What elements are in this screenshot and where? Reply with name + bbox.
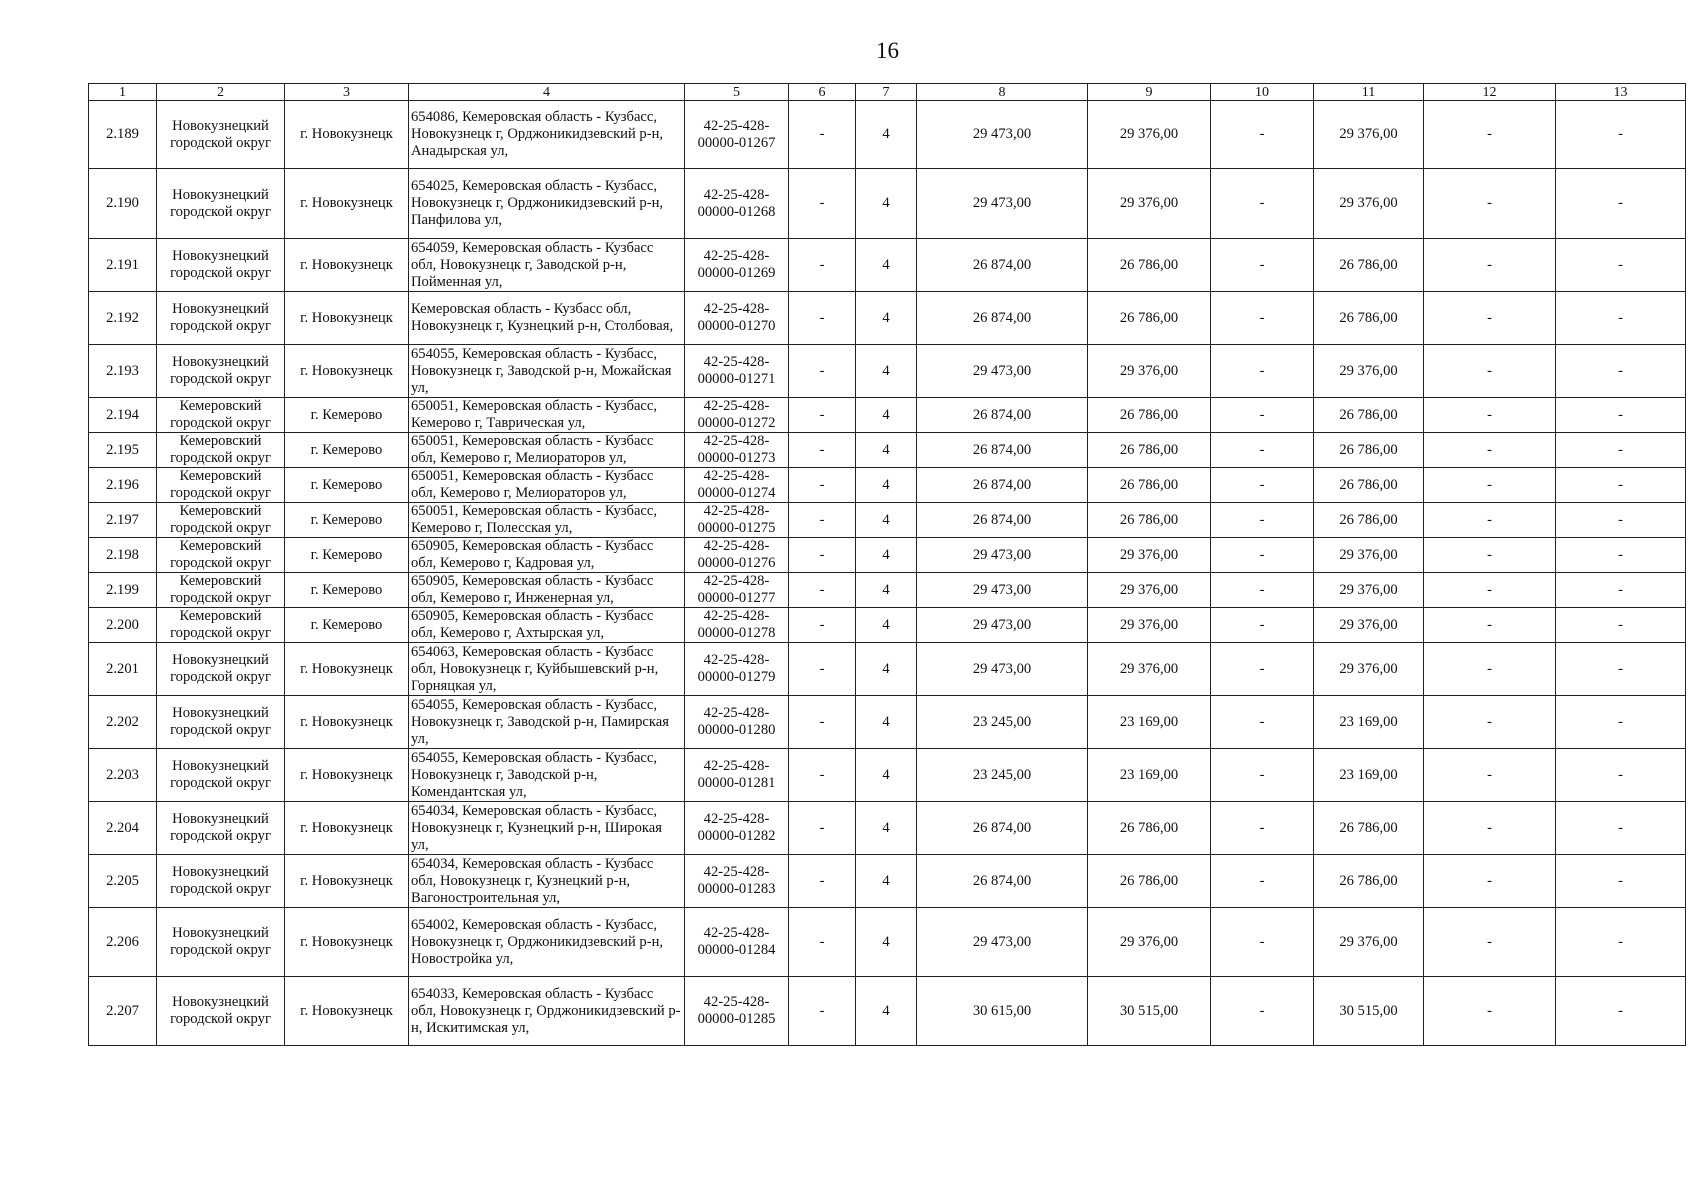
col6-cell: - xyxy=(789,573,856,608)
col10-cell: - xyxy=(1211,101,1314,169)
col10-cell: - xyxy=(1211,538,1314,573)
col7-cell: 4 xyxy=(856,855,917,908)
column-header-3: 3 xyxy=(285,84,409,101)
code-cell: 42-25-428-00000-01283 xyxy=(685,855,789,908)
city-cell: г. Новокузнецк xyxy=(285,977,409,1046)
column-header-8: 8 xyxy=(917,84,1088,101)
col9-amount-cell: 29 376,00 xyxy=(1088,345,1211,398)
district-cell: Кемеровский городской округ xyxy=(157,538,285,573)
col9-amount-cell: 26 786,00 xyxy=(1088,239,1211,292)
col6-cell: - xyxy=(789,433,856,468)
address-cell: 650051, Кемеровская область - Кузбасс обл, Кемерово г, Мелиораторов ул, xyxy=(409,433,685,468)
code-cell: 42-25-428-00000-01275 xyxy=(685,503,789,538)
col12-cell: - xyxy=(1424,749,1556,802)
col8-amount-cell: 29 473,00 xyxy=(917,345,1088,398)
col6-cell: - xyxy=(789,538,856,573)
column-header-9: 9 xyxy=(1088,84,1211,101)
row-number: 2.196 xyxy=(89,468,157,503)
address-cell: 654055, Кемеровская область - Кузбасс, Новокузнецк г, Заводской р-н, Можайская ул, xyxy=(409,345,685,398)
col8-amount-cell: 29 473,00 xyxy=(917,101,1088,169)
col8-amount-cell: 26 874,00 xyxy=(917,398,1088,433)
code-cell: 42-25-428-00000-01270 xyxy=(685,292,789,345)
code-cell: 42-25-428-00000-01277 xyxy=(685,573,789,608)
col12-cell: - xyxy=(1424,802,1556,855)
city-cell: г. Новокузнецк xyxy=(285,802,409,855)
col13-cell: - xyxy=(1556,977,1686,1046)
district-cell: Новокузнецкий городской округ xyxy=(157,345,285,398)
row-number: 2.197 xyxy=(89,503,157,538)
col11-amount-cell: 26 786,00 xyxy=(1314,802,1424,855)
col8-amount-cell: 26 874,00 xyxy=(917,239,1088,292)
row-number: 2.207 xyxy=(89,977,157,1046)
col8-amount-cell: 30 615,00 xyxy=(917,977,1088,1046)
address-cell: 654063, Кемеровская область - Кузбасс обл, Новокузнецк г, Куйбышевский р-н, Горняцкая ул, xyxy=(409,643,685,696)
row-number: 2.194 xyxy=(89,398,157,433)
table-row xyxy=(89,573,1686,608)
table-row xyxy=(89,433,1686,468)
district-cell: Новокузнецкий городской округ xyxy=(157,101,285,169)
row-number: 2.189 xyxy=(89,101,157,169)
row-number: 2.200 xyxy=(89,608,157,643)
col8-amount-cell: 29 473,00 xyxy=(917,573,1088,608)
table-row xyxy=(89,696,1686,749)
col12-cell: - xyxy=(1424,643,1556,696)
col12-cell: - xyxy=(1424,239,1556,292)
col10-cell: - xyxy=(1211,503,1314,538)
col10-cell: - xyxy=(1211,855,1314,908)
row-number: 2.193 xyxy=(89,345,157,398)
col13-cell: - xyxy=(1556,749,1686,802)
code-cell: 42-25-428-00000-01282 xyxy=(685,802,789,855)
col7-cell: 4 xyxy=(856,169,917,239)
district-cell: Кемеровский городской округ xyxy=(157,398,285,433)
col11-amount-cell: 23 169,00 xyxy=(1314,696,1424,749)
col6-cell: - xyxy=(789,608,856,643)
col9-amount-cell: 29 376,00 xyxy=(1088,908,1211,977)
col11-amount-cell: 30 515,00 xyxy=(1314,977,1424,1046)
col7-cell: 4 xyxy=(856,468,917,503)
col11-amount-cell: 26 786,00 xyxy=(1314,398,1424,433)
district-cell: Кемеровский городской округ xyxy=(157,573,285,608)
address-cell: 654002, Кемеровская область - Кузбасс, Новокузнецк г, Орджоникидзевский р-н, Новостройка ул, xyxy=(409,908,685,977)
col7-cell: 4 xyxy=(856,908,917,977)
col9-amount-cell: 26 786,00 xyxy=(1088,503,1211,538)
col10-cell: - xyxy=(1211,239,1314,292)
row-number: 2.206 xyxy=(89,908,157,977)
col12-cell: - xyxy=(1424,433,1556,468)
address-cell: 650905, Кемеровская область - Кузбасс обл, Кемерово г, Кадровая ул, xyxy=(409,538,685,573)
address-cell: 650051, Кемеровская область - Кузбасс обл, Кемерово г, Мелиораторов ул, xyxy=(409,468,685,503)
code-cell: 42-25-428-00000-01276 xyxy=(685,538,789,573)
col7-cell: 4 xyxy=(856,398,917,433)
address-cell: 654034, Кемеровская область - Кузбасс, Новокузнецк г, Кузнецкий р-н, Широкая ул, xyxy=(409,802,685,855)
col8-amount-cell: 26 874,00 xyxy=(917,802,1088,855)
col8-amount-cell: 29 473,00 xyxy=(917,608,1088,643)
col13-cell: - xyxy=(1556,433,1686,468)
col8-amount-cell: 26 874,00 xyxy=(917,855,1088,908)
city-cell: г. Кемерово xyxy=(285,573,409,608)
district-cell: Новокузнецкий городской округ xyxy=(157,643,285,696)
col12-cell: - xyxy=(1424,292,1556,345)
address-cell: Кемеровская область - Кузбасс обл, Новокузнецк г, Кузнецкий р-н, Столбовая, xyxy=(409,292,685,345)
address-cell: 650051, Кемеровская область - Кузбасс, Кемерово г, Полесская ул, xyxy=(409,503,685,538)
column-header-2: 2 xyxy=(157,84,285,101)
col13-cell: - xyxy=(1556,398,1686,433)
col6-cell: - xyxy=(789,503,856,538)
col7-cell: 4 xyxy=(856,696,917,749)
col7-cell: 4 xyxy=(856,749,917,802)
row-number: 2.198 xyxy=(89,538,157,573)
col13-cell: - xyxy=(1556,239,1686,292)
col8-amount-cell: 29 473,00 xyxy=(917,169,1088,239)
district-cell: Кемеровский городской округ xyxy=(157,503,285,538)
col7-cell: 4 xyxy=(856,503,917,538)
address-cell: 654033, Кемеровская область - Кузбасс обл, Новокузнецк г, Орджоникидзевский р-н, Искитимская ул, xyxy=(409,977,685,1046)
col11-amount-cell: 26 786,00 xyxy=(1314,433,1424,468)
col13-cell: - xyxy=(1556,169,1686,239)
code-cell: 42-25-428-00000-01278 xyxy=(685,608,789,643)
col10-cell: - xyxy=(1211,345,1314,398)
row-number: 2.205 xyxy=(89,855,157,908)
col9-amount-cell: 26 786,00 xyxy=(1088,855,1211,908)
code-cell: 42-25-428-00000-01281 xyxy=(685,749,789,802)
col10-cell: - xyxy=(1211,169,1314,239)
col6-cell: - xyxy=(789,239,856,292)
table-body xyxy=(89,101,1686,1046)
row-number: 2.201 xyxy=(89,643,157,696)
col12-cell: - xyxy=(1424,573,1556,608)
table-row xyxy=(89,643,1686,696)
row-number: 2.190 xyxy=(89,169,157,239)
row-number: 2.191 xyxy=(89,239,157,292)
col11-amount-cell: 29 376,00 xyxy=(1314,345,1424,398)
district-cell: Кемеровский городской округ xyxy=(157,608,285,643)
col13-cell: - xyxy=(1556,292,1686,345)
col7-cell: 4 xyxy=(856,239,917,292)
col10-cell: - xyxy=(1211,908,1314,977)
table-row xyxy=(89,398,1686,433)
col8-amount-cell: 29 473,00 xyxy=(917,538,1088,573)
col13-cell: - xyxy=(1556,696,1686,749)
city-cell: г. Кемерово xyxy=(285,433,409,468)
col12-cell: - xyxy=(1424,855,1556,908)
col7-cell: 4 xyxy=(856,433,917,468)
col10-cell: - xyxy=(1211,802,1314,855)
col8-amount-cell: 26 874,00 xyxy=(917,292,1088,345)
col8-amount-cell: 23 245,00 xyxy=(917,749,1088,802)
address-cell: 654059, Кемеровская область - Кузбасс обл, Новокузнецк г, Заводской р-н, Пойменная ул, xyxy=(409,239,685,292)
table-row xyxy=(89,169,1686,239)
col13-cell: - xyxy=(1556,643,1686,696)
col11-amount-cell: 29 376,00 xyxy=(1314,608,1424,643)
row-number: 2.203 xyxy=(89,749,157,802)
col11-amount-cell: 29 376,00 xyxy=(1314,573,1424,608)
col11-amount-cell: 26 786,00 xyxy=(1314,239,1424,292)
code-cell: 42-25-428-00000-01273 xyxy=(685,433,789,468)
col9-amount-cell: 26 786,00 xyxy=(1088,468,1211,503)
col6-cell: - xyxy=(789,101,856,169)
col11-amount-cell: 29 376,00 xyxy=(1314,908,1424,977)
col7-cell: 4 xyxy=(856,643,917,696)
col10-cell: - xyxy=(1211,398,1314,433)
col7-cell: 4 xyxy=(856,573,917,608)
city-cell: г. Новокузнецк xyxy=(285,292,409,345)
col12-cell: - xyxy=(1424,503,1556,538)
column-header-13: 13 xyxy=(1556,84,1686,101)
city-cell: г. Новокузнецк xyxy=(285,101,409,169)
column-header-1: 1 xyxy=(89,84,157,101)
district-cell: Новокузнецкий городской округ xyxy=(157,169,285,239)
row-number: 2.192 xyxy=(89,292,157,345)
address-cell: 650051, Кемеровская область - Кузбасс, Кемерово г, Таврическая ул, xyxy=(409,398,685,433)
address-cell: 654034, Кемеровская область - Кузбасс обл, Новокузнецк г, Кузнецкий р-н, Вагоностроительная ул, xyxy=(409,855,685,908)
col8-amount-cell: 29 473,00 xyxy=(917,643,1088,696)
col9-amount-cell: 29 376,00 xyxy=(1088,643,1211,696)
code-cell: 42-25-428-00000-01280 xyxy=(685,696,789,749)
col8-amount-cell: 26 874,00 xyxy=(917,503,1088,538)
table-row xyxy=(89,802,1686,855)
col9-amount-cell: 29 376,00 xyxy=(1088,101,1211,169)
district-cell: Новокузнецкий городской округ xyxy=(157,292,285,345)
col12-cell: - xyxy=(1424,101,1556,169)
col10-cell: - xyxy=(1211,433,1314,468)
col13-cell: - xyxy=(1556,573,1686,608)
registry-table xyxy=(88,83,1686,1046)
col6-cell: - xyxy=(789,908,856,977)
col10-cell: - xyxy=(1211,292,1314,345)
col11-amount-cell: 29 376,00 xyxy=(1314,169,1424,239)
table-row xyxy=(89,345,1686,398)
address-cell: 654086, Кемеровская область - Кузбасс, Новокузнецк г, Орджоникидзевский р-н, Анадырская ул, xyxy=(409,101,685,169)
col13-cell: - xyxy=(1556,802,1686,855)
col6-cell: - xyxy=(789,696,856,749)
code-cell: 42-25-428-00000-01271 xyxy=(685,345,789,398)
col11-amount-cell: 23 169,00 xyxy=(1314,749,1424,802)
col9-amount-cell: 26 786,00 xyxy=(1088,802,1211,855)
table-row xyxy=(89,101,1686,169)
col10-cell: - xyxy=(1211,696,1314,749)
code-cell: 42-25-428-00000-01272 xyxy=(685,398,789,433)
address-cell: 650905, Кемеровская область - Кузбасс обл, Кемерово г, Ахтырская ул, xyxy=(409,608,685,643)
col13-cell: - xyxy=(1556,345,1686,398)
col7-cell: 4 xyxy=(856,345,917,398)
col13-cell: - xyxy=(1556,908,1686,977)
city-cell: г. Новокузнецк xyxy=(285,239,409,292)
col11-amount-cell: 26 786,00 xyxy=(1314,855,1424,908)
column-header-6: 6 xyxy=(789,84,856,101)
col12-cell: - xyxy=(1424,608,1556,643)
code-cell: 42-25-428-00000-01267 xyxy=(685,101,789,169)
header-row xyxy=(89,84,1686,101)
table-row xyxy=(89,503,1686,538)
col6-cell: - xyxy=(789,643,856,696)
col10-cell: - xyxy=(1211,468,1314,503)
col8-amount-cell: 26 874,00 xyxy=(917,433,1088,468)
col6-cell: - xyxy=(789,468,856,503)
col9-amount-cell: 29 376,00 xyxy=(1088,608,1211,643)
col11-amount-cell: 26 786,00 xyxy=(1314,468,1424,503)
col11-amount-cell: 29 376,00 xyxy=(1314,643,1424,696)
table-row xyxy=(89,608,1686,643)
row-number: 2.195 xyxy=(89,433,157,468)
column-header-7: 7 xyxy=(856,84,917,101)
col13-cell: - xyxy=(1556,468,1686,503)
col10-cell: - xyxy=(1211,749,1314,802)
column-header-12: 12 xyxy=(1424,84,1556,101)
col12-cell: - xyxy=(1424,345,1556,398)
col9-amount-cell: 30 515,00 xyxy=(1088,977,1211,1046)
col11-amount-cell: 26 786,00 xyxy=(1314,503,1424,538)
city-cell: г. Кемерово xyxy=(285,538,409,573)
city-cell: г. Новокузнецк xyxy=(285,749,409,802)
code-cell: 42-25-428-00000-01274 xyxy=(685,468,789,503)
col9-amount-cell: 26 786,00 xyxy=(1088,398,1211,433)
col6-cell: - xyxy=(789,398,856,433)
district-cell: Новокузнецкий городской округ xyxy=(157,802,285,855)
column-header-10: 10 xyxy=(1211,84,1314,101)
district-cell: Новокузнецкий городской округ xyxy=(157,908,285,977)
col13-cell: - xyxy=(1556,538,1686,573)
city-cell: г. Кемерово xyxy=(285,503,409,538)
row-number: 2.204 xyxy=(89,802,157,855)
district-cell: Новокузнецкий городской округ xyxy=(157,239,285,292)
code-cell: 42-25-428-00000-01269 xyxy=(685,239,789,292)
row-number: 2.199 xyxy=(89,573,157,608)
city-cell: г. Новокузнецк xyxy=(285,169,409,239)
col12-cell: - xyxy=(1424,468,1556,503)
address-cell: 650905, Кемеровская область - Кузбасс обл, Кемерово г, Инженерная ул, xyxy=(409,573,685,608)
col11-amount-cell: 29 376,00 xyxy=(1314,101,1424,169)
code-cell: 42-25-428-00000-01284 xyxy=(685,908,789,977)
col13-cell: - xyxy=(1556,101,1686,169)
col7-cell: 4 xyxy=(856,538,917,573)
col13-cell: - xyxy=(1556,855,1686,908)
city-cell: г. Кемерово xyxy=(285,398,409,433)
col9-amount-cell: 29 376,00 xyxy=(1088,573,1211,608)
col10-cell: - xyxy=(1211,977,1314,1046)
code-cell: 42-25-428-00000-01279 xyxy=(685,643,789,696)
district-cell: Новокузнецкий городской округ xyxy=(157,977,285,1046)
address-cell: 654025, Кемеровская область - Кузбасс, Новокузнецк г, Орджоникидзевский р-н, Панфилова ул, xyxy=(409,169,685,239)
col6-cell: - xyxy=(789,169,856,239)
table-row xyxy=(89,468,1686,503)
col13-cell: - xyxy=(1556,503,1686,538)
col8-amount-cell: 29 473,00 xyxy=(917,908,1088,977)
column-header-11: 11 xyxy=(1314,84,1424,101)
col12-cell: - xyxy=(1424,169,1556,239)
col7-cell: 4 xyxy=(856,292,917,345)
city-cell: г. Новокузнецк xyxy=(285,908,409,977)
col9-amount-cell: 29 376,00 xyxy=(1088,538,1211,573)
table-row xyxy=(89,908,1686,977)
col8-amount-cell: 26 874,00 xyxy=(917,468,1088,503)
city-cell: г. Новокузнецк xyxy=(285,696,409,749)
col11-amount-cell: 26 786,00 xyxy=(1314,292,1424,345)
col9-amount-cell: 26 786,00 xyxy=(1088,433,1211,468)
table-row xyxy=(89,977,1686,1046)
district-cell: Новокузнецкий городской округ xyxy=(157,696,285,749)
address-cell: 654055, Кемеровская область - Кузбасс, Новокузнецк г, Заводской р-н, Памирская ул, xyxy=(409,696,685,749)
col7-cell: 4 xyxy=(856,101,917,169)
district-cell: Кемеровский городской округ xyxy=(157,433,285,468)
column-header-4: 4 xyxy=(409,84,685,101)
row-number: 2.202 xyxy=(89,696,157,749)
table-row xyxy=(89,292,1686,345)
col11-amount-cell: 29 376,00 xyxy=(1314,538,1424,573)
table-row xyxy=(89,749,1686,802)
table-row xyxy=(89,855,1686,908)
col10-cell: - xyxy=(1211,608,1314,643)
col12-cell: - xyxy=(1424,398,1556,433)
page-number: 16 xyxy=(876,38,899,63)
city-cell: г. Кемерово xyxy=(285,608,409,643)
code-cell: 42-25-428-00000-01268 xyxy=(685,169,789,239)
code-cell: 42-25-428-00000-01285 xyxy=(685,977,789,1046)
col6-cell: - xyxy=(789,977,856,1046)
col12-cell: - xyxy=(1424,908,1556,977)
col10-cell: - xyxy=(1211,643,1314,696)
col6-cell: - xyxy=(789,292,856,345)
col13-cell: - xyxy=(1556,608,1686,643)
col6-cell: - xyxy=(789,345,856,398)
col9-amount-cell: 23 169,00 xyxy=(1088,749,1211,802)
col7-cell: 4 xyxy=(856,977,917,1046)
column-header-5: 5 xyxy=(685,84,789,101)
col8-amount-cell: 23 245,00 xyxy=(917,696,1088,749)
col6-cell: - xyxy=(789,855,856,908)
col9-amount-cell: 26 786,00 xyxy=(1088,292,1211,345)
city-cell: г. Кемерово xyxy=(285,468,409,503)
table-row xyxy=(89,239,1686,292)
city-cell: г. Новокузнецк xyxy=(285,345,409,398)
col10-cell: - xyxy=(1211,573,1314,608)
col9-amount-cell: 29 376,00 xyxy=(1088,169,1211,239)
address-cell: 654055, Кемеровская область - Кузбасс, Новокузнецк г, Заводской р-н, Комендантская ул, xyxy=(409,749,685,802)
city-cell: г. Новокузнецк xyxy=(285,643,409,696)
city-cell: г. Новокузнецк xyxy=(285,855,409,908)
district-cell: Новокузнецкий городской округ xyxy=(157,855,285,908)
col7-cell: 4 xyxy=(856,802,917,855)
col12-cell: - xyxy=(1424,977,1556,1046)
col6-cell: - xyxy=(789,749,856,802)
district-cell: Кемеровский городской округ xyxy=(157,468,285,503)
col7-cell: 4 xyxy=(856,608,917,643)
col6-cell: - xyxy=(789,802,856,855)
col12-cell: - xyxy=(1424,538,1556,573)
col12-cell: - xyxy=(1424,696,1556,749)
district-cell: Новокузнецкий городской округ xyxy=(157,749,285,802)
table-row xyxy=(89,538,1686,573)
col9-amount-cell: 23 169,00 xyxy=(1088,696,1211,749)
